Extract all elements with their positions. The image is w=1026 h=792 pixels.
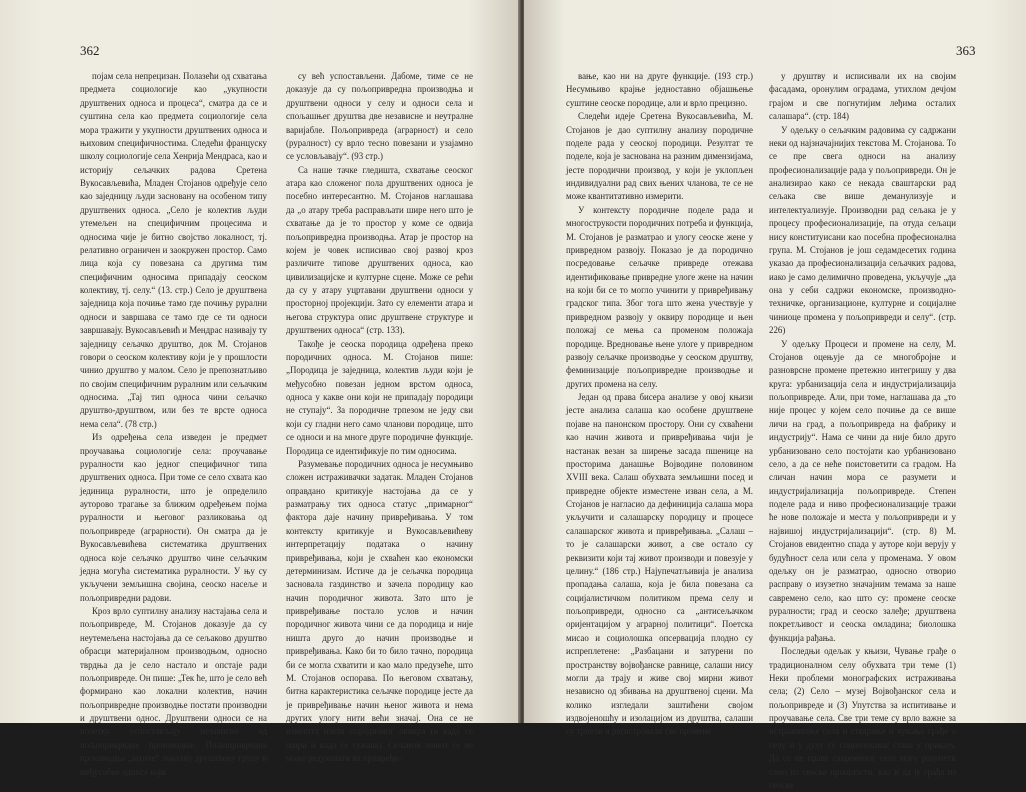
- page-number: 363: [956, 43, 976, 58]
- text-column: [80, 70, 267, 777]
- paragraph: Такође је сеоска породица одређена преко породичних односа. М. Стојанов пише: „Породица је заједница, колектив људи који је међусобно повезан једном врстом односа, односа у какве они који не припадају породици не ступају“. За породичне трпезом не једу сви који су гладни него само чланови породице, што се односи и на многе друге породичне функције. Породица се идентификује по тим односима.: [286, 338, 473, 456]
- page-number: 362: [80, 43, 100, 58]
- paragraph: У одељку о сељачким радовима су садржани неки од најзначајнијих текстова М. Стојанова. То се пре свега односи на анализу професионализације рада у пољопривреди. Он је анализирао како се некада сваштарски рад сељака све више деманулизује и интелектуализује. Производни рад сељака је у процесу професионализације, па отуда сељаци нису конституисани као посебна професионална група. М. Стојанов је још седамдесетих година указао да професионализација сељачких радова, иако је само делимично проведена, укључује „да она у себи садржи економске, производно-техничке, организационе, културне и социјалне чиниоце промена у пољопривреди и селу“. (стр. 226): [769, 124, 956, 336]
- paragraph: Са наше тачке гледишта, схватање сеоског атара као сложеног пола друштвених односа је посебно интересантно. М. Стојанов наглашава да „о атару треба расправљати шире него што је схватање да је то простор у коме се одвија пољопривредна производња. Атар је простор на којем је човек исписивао свој развој кроз различите типове друштвених односа, као цивилизацијске и културне сцене. Може се рећи да су у атару уцртавани друштвени односи у просторној пројекцији. Зато су елементи атара и његова структура опис друштвене структуре и друштвених односа“ (стр. 133).: [286, 164, 473, 336]
- paragraph: су већ успостављени. Дабоме, тиме се не доказује да су пољопривредна производња и друштвени односи у селу и односи села и спољашњег друштва две независне и неутралне варијабле. Пољопривреда (аграрност) и село (руралност) су врло тесно повезани и узајамно се условљавају“. (93 стр.): [286, 71, 473, 162]
- paragraph: Следећи идеје Сретена Вукосављевића, М. Стојанов је дао суптилну анализу породичне поделе рада у сеоској породици. Резултат те поделе, која је заснована на разним димензијама, јесте породични производ, у који је уклопљен индивидуални рад свих њених чланова, те се не може квантитативно измерити.: [566, 111, 753, 202]
- paragraph: појам села непрецизан. Полазећи од схватања предмета социологије као „укупности друштвених односа и процеса“, сматра да се и суштина села као предмета социологије села мора тражити у укупности друштвених односа и њиховим специфичностима. Следећи француску школу социологије села Хенрија Мендраса, као и историју сељачких радова Сретена Вукосављевића, Младен Стојанов одређује село као заједницу људи засновану на особеном типу друштвених односа. „Село је колектив људи утемељен на специфичним процесима и односима чије је битно својство локалност, тј. релативно ограничен и заокружен простор. Само лица која су повезана са другима тим специфичним односима припадају сеоском колективу, тј. селу.“ (13. стр.) Село је друштвена заједница која почиње тамо где почињу рурални односи и завршава се тамо где се ти односи завршавају. Вукосављевић и Мендрас називају ту заједницу сељачко друштво, док М. Стојанов говори о сеоском колективу који је у прошлости чинио друштво у малом. Село је препознатљиво по својим специфичним руралним или сељачким односима. „Тај тип односа чини сељачко друштво-друштвом, или без те врсте односа нема села“. (78 стр.): [80, 71, 267, 429]
- left-page: [0, 0, 520, 777]
- text-column: [566, 70, 753, 737]
- text-column: [286, 70, 473, 764]
- paragraph: У контексту породичне поделе рада и многострукости породичних потреба и функција, М. Стојанов је разматрао и улогу сеоске жене у привредном развоју. Показао је да породично посредовање сељачке привреде отежава идентификовање привредне улоге жене на начин на који би се то могло учинити у привређивању градског типа. Због тога што жена учествује у привредном развоју у оквиру породице и њен положај се мења са променом положаја породице. Вредновање њене улоге у привредном развоју сељачке производње у сеоском друштву, феминизацијe пољопривредне производње и других промена на селу.: [566, 204, 753, 389]
- paragraph: Разумевање породичних односа је несумњиво сложен истраживачки задатак. Младен Стојанов оправдано критикује настојања да се у разматрању тих односа статус „примарног“ фактора даје начину привређивања. У том контексту критикује и Вукосављевићеву интерпретацију података о начину привређивања, који је схваћен као економски детерминизам. Истиче да је сељачка породица засновала газдинство и зачела породицу као начин породичног живота. Зато што је привређивање постало услов и начин породичног живота чини се да породица и није ништа друго до начин производње и привређивања. Како би то било тачно, породица би се могла схватити и као мало предузеће, што М. Стојанов оспорава. По његовом схватању, битна карактеристика сељачке породице јесте да је привређивање начин њеног живота и нема других улогу нити већи значај. Она се не измешта изван породичног оквира (и када се шири и када се сужава). Сељаков живот се не може редуковати на привређи-: [286, 458, 473, 764]
- paragraph: Из одређења села изведен је предмет проучавања социологије села: проучавање руралности као једног специфичног типа друштвених односа. При томе се село схвата као јединица руралности, што је определило ауторово трагање за ближим одређењем појма руралности и његовог разликовања од пољопривреде (аграрности). Он сматра да је Вукосављевићева систематика друштвених односа које сељачко друштво чине сељачким једна могућа систематика руралности. У њу су укључени земљишна својина, сеоско насеље и пољопривредни радови.: [80, 432, 267, 603]
- paragraph: у друштву и исписивали их на својим фасадама, оронулим оградама, утихлом дечјом грајом и све погнутијим леђима осталих салашара“. (стр. 184): [769, 71, 956, 122]
- paragraph: Кроз врло суптилну анализу настајања села и пољопривреде, М. Стојанов доказује да су неутемељена настојања да се сељаково друштво обрасци материјалном производњом, односно тврдња да је село настало и опстаје ради пољопривреде. Он пише: „Тек ће, што је село већ формирано као локални колектив, начин пољопривредне производње постати производни и друштвени однос. Друштвени односи се на почетку успостављају независно од пољопривредне производње. Пољопривредна производња „затиче“ локалну друштвену групу и међусобне односе који: [80, 606, 267, 777]
- text-column: [769, 70, 956, 790]
- paragraph: У одељку Процеси и промене на селу, М. Стојанов оцењује да се многобројне и разноврсне промене претежно интегришу у два круга: урбанизација села и индустријализација пољопривреде. Али, при томе, наглашава да „то није процес у којем село почиње да се више личи на град, а пољопривреда на фабрику и индустрију“. Нама се чини да није било друго урбанизовано село постојати као урбанизовано село, а да се нећe поистоветити са градом. На сличан начин мора се разумети и индустријализација пољопривреде. Степен поделе рада и ниво професионализације тражи ће нове положаје и места у пољопривреди и у највишој индустријализацији“. (стр. 8) М. Стојанов евидентно спада у ауторе који верују у будућност села или села у променама. У овом одељку он је разматрао, односно отворио расправу о изузетно значајним темама за наше савремено село, као што су: промене сеоске руралности; град и сеоско залеђе; друштвена покретљивост и сеоска омладина; биолошка функција рађања.: [769, 338, 956, 643]
- paragraph: вање, као ни на друге функције. (193 стр.) Несумњиво крајње једноставно објашњење суштине сеоске породице, али и врло прецизно.: [566, 71, 753, 108]
- paragraph: Последњи одељак у књизи, Чување грађе о традиционалном селу обухвата три теме (1) Неки проблеми монографских истраживања села; (2) Село – музеј Војвођанског села и пољопривреде и (3) Упутства за испитивање и проучавање села. Све три теме су врло важне за истраживање села и стварање и чување грађе о селу и у духу су социолошког става у приказу. Да се не праве савременог села могу разумети само из сеоске прошлости, као и да је грађа из сеоске: [769, 646, 956, 790]
- right-page: [524, 0, 1026, 790]
- paragraph: Један од права бисера анализе у овој књизи јесте анализа салаша као особене друштвене појаве на панонском простору. Они су схваћени као начин живота и привређивања чији је настанак везан за ширење засада пшенице на просторима данашње Војводине половином XVIII века. Салаш обухвата земљишни посед и привредне објекте изместене изван села, а М. Стојанов је нагласио да дефиниција салаша мора укључити и салашарску породицу и процесе салашарског живота и привређивања. „Салаш – то је салашарски живот, а све остало су реквизити који тај живот производи и повезује у целину.“ (186 стр.) Најупечатљивија је анализа пропадања салаша, која је била повезана са социјалистичком политиком према селу и пољопривреди, односно са „антисељачком оријентацијом у аграрној политици“. Поетска мисао и социолошка опсервација плодно су испреплетене: „Разбацани и затурени по пространству војвођанске равнице, салаши нису могли да трају и живе свој мирни живот независно од збивања на друштвеној сцени. Ма колико изгледали заштићени својом издвојеношћу и изолацијом из друштва, салаши су трпели и регистровали све промене: [566, 392, 753, 737]
